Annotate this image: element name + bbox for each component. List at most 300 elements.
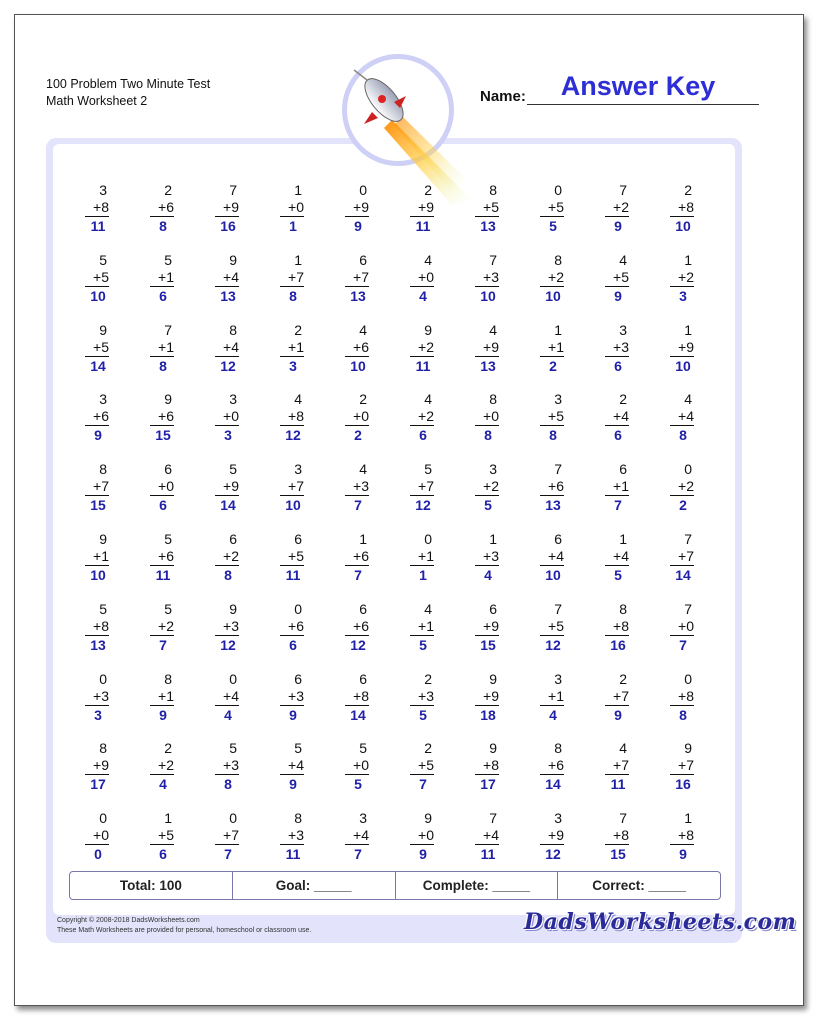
addend-top: 5 bbox=[99, 600, 107, 617]
problem-4-7 bbox=[475, 391, 511, 451]
answer-value: 11 bbox=[90, 218, 106, 234]
addend-top: 7 bbox=[489, 251, 497, 268]
answer-value: 16 bbox=[675, 776, 691, 793]
problem-5-5 bbox=[345, 461, 381, 521]
addend-bottom: +9 bbox=[215, 199, 239, 217]
addend-top: 2 bbox=[294, 321, 302, 338]
problem-4-6 bbox=[410, 391, 446, 451]
addend-top: 6 bbox=[554, 531, 562, 547]
answer-value: 6 bbox=[614, 427, 622, 444]
addend-top: 0 bbox=[99, 670, 107, 687]
addend-bottom: +6 bbox=[345, 339, 369, 357]
answer-value: 10 bbox=[545, 287, 561, 304]
answer-value: 9 bbox=[614, 287, 622, 304]
problem-2-6 bbox=[410, 252, 446, 312]
problem-9-10 bbox=[670, 740, 706, 800]
problem-6-2 bbox=[150, 531, 186, 591]
addend-top: 3 bbox=[489, 461, 497, 478]
answer-value: 12 bbox=[220, 636, 236, 653]
answer-value: 15 bbox=[480, 636, 496, 653]
addend-bottom: +4 bbox=[345, 827, 369, 845]
problem-7-8 bbox=[540, 601, 576, 661]
addend-top: 6 bbox=[164, 461, 172, 478]
problem-4-9 bbox=[605, 391, 641, 451]
answer-value: 9 bbox=[419, 846, 427, 863]
answer-value: 7 bbox=[354, 846, 362, 863]
answer-value: 3 bbox=[94, 706, 102, 723]
problem-7-1 bbox=[85, 601, 121, 661]
answer-value: 10 bbox=[285, 497, 301, 514]
answer-value: 8 bbox=[159, 357, 167, 374]
problem-8-5 bbox=[345, 671, 381, 731]
addend-bottom: +6 bbox=[345, 618, 369, 636]
addend-top: 6 bbox=[619, 461, 627, 478]
addend-bottom: +2 bbox=[670, 269, 694, 287]
problem-4-10 bbox=[670, 391, 706, 451]
problem-6-3 bbox=[215, 531, 251, 591]
answer-value: 4 bbox=[549, 706, 557, 723]
addend-bottom: +3 bbox=[605, 339, 629, 357]
answer-value: 17 bbox=[480, 776, 496, 793]
addend-bottom: +7 bbox=[345, 269, 369, 287]
addend-bottom: +0 bbox=[345, 757, 369, 775]
problem-9-2 bbox=[150, 740, 186, 800]
answer-value: 6 bbox=[159, 846, 167, 863]
answer-value: 9 bbox=[94, 427, 102, 444]
addend-bottom: +1 bbox=[150, 688, 174, 706]
addend-top: 8 bbox=[99, 461, 107, 478]
addend-top: 9 bbox=[424, 321, 432, 338]
addend-top: 5 bbox=[99, 251, 107, 268]
addend-bottom: +2 bbox=[410, 408, 434, 426]
addend-top: 5 bbox=[164, 600, 172, 617]
problem-4-3 bbox=[215, 391, 251, 451]
addend-bottom: +7 bbox=[605, 757, 629, 775]
answer-value: 10 bbox=[675, 357, 691, 374]
addend-top: 1 bbox=[619, 531, 627, 547]
addend-top: 3 bbox=[554, 670, 562, 687]
problem-9-7 bbox=[475, 740, 511, 800]
answer-value: 8 bbox=[224, 567, 232, 583]
addend-top: 7 bbox=[619, 182, 627, 198]
addend-bottom: +4 bbox=[215, 269, 239, 287]
addend-top: 8 bbox=[99, 740, 107, 757]
addend-bottom: +4 bbox=[605, 408, 629, 426]
problem-3-4 bbox=[280, 322, 316, 382]
problem-9-1 bbox=[85, 740, 121, 800]
problem-8-9 bbox=[605, 671, 641, 731]
addend-bottom: +8 bbox=[280, 408, 304, 426]
addend-top: 9 bbox=[229, 251, 237, 268]
addend-bottom: +7 bbox=[85, 478, 109, 496]
problem-2-9 bbox=[605, 252, 641, 312]
total-field: Total: 100 bbox=[70, 872, 233, 899]
problem-10-9 bbox=[605, 810, 641, 870]
addend-top: 7 bbox=[554, 600, 562, 617]
addend-bottom: +1 bbox=[605, 478, 629, 496]
addend-bottom: +9 bbox=[215, 478, 239, 496]
problem-8-6 bbox=[410, 671, 446, 731]
addend-bottom: +7 bbox=[280, 478, 304, 496]
addend-top: 8 bbox=[164, 670, 172, 687]
problem-8-3 bbox=[215, 671, 251, 731]
addend-bottom: +5 bbox=[280, 548, 304, 566]
problem-1-1 bbox=[85, 182, 121, 242]
answer-value: 14 bbox=[675, 567, 691, 583]
problem-1-2 bbox=[150, 182, 186, 242]
problem-8-10 bbox=[670, 671, 706, 731]
addend-bottom: +9 bbox=[410, 199, 434, 217]
addend-top: 2 bbox=[164, 740, 172, 757]
addend-top: 4 bbox=[359, 321, 367, 338]
answer-value: 7 bbox=[159, 636, 167, 653]
addend-top: 2 bbox=[424, 182, 432, 198]
problem-9-8 bbox=[540, 740, 576, 800]
addend-top: 2 bbox=[684, 182, 692, 198]
problem-7-7 bbox=[475, 601, 511, 661]
addend-top: 1 bbox=[294, 182, 302, 198]
answer-value: 9 bbox=[614, 218, 622, 234]
addend-bottom: +3 bbox=[475, 269, 499, 287]
problem-10-7 bbox=[475, 810, 511, 870]
problem-1-5 bbox=[345, 182, 381, 242]
addend-top: 6 bbox=[294, 670, 302, 687]
answer-value: 9 bbox=[679, 846, 687, 863]
answer-value: 18 bbox=[480, 706, 496, 723]
addend-bottom: +8 bbox=[670, 688, 694, 706]
addend-top: 4 bbox=[294, 391, 302, 408]
problem-1-7 bbox=[475, 182, 511, 242]
addend-top: 0 bbox=[359, 182, 367, 198]
addend-bottom: +9 bbox=[475, 688, 499, 706]
addend-bottom: +4 bbox=[605, 548, 629, 566]
addend-bottom: +9 bbox=[345, 199, 369, 217]
problem-grid bbox=[60, 168, 720, 863]
addend-top: 6 bbox=[294, 531, 302, 547]
problem-3-1 bbox=[85, 322, 121, 382]
addend-bottom: +3 bbox=[85, 688, 109, 706]
addend-bottom: +2 bbox=[540, 269, 564, 287]
addend-bottom: +5 bbox=[605, 269, 629, 287]
problem-6-8 bbox=[540, 531, 576, 591]
answer-value: 13 bbox=[480, 218, 496, 234]
addend-bottom: +1 bbox=[540, 339, 564, 357]
addend-top: 3 bbox=[619, 321, 627, 338]
problem-6-4 bbox=[280, 531, 316, 591]
answer-value: 11 bbox=[155, 567, 171, 583]
addend-top: 2 bbox=[424, 740, 432, 757]
addend-top: 6 bbox=[489, 600, 497, 617]
answer-value: 6 bbox=[419, 427, 427, 444]
addend-top: 9 bbox=[489, 740, 497, 757]
score-bar bbox=[69, 871, 721, 900]
answer-value: 4 bbox=[224, 706, 232, 723]
problem-8-4 bbox=[280, 671, 316, 731]
addend-bottom: +0 bbox=[475, 408, 499, 426]
problem-3-7 bbox=[475, 322, 511, 382]
addend-top: 0 bbox=[554, 182, 562, 198]
addend-bottom: +7 bbox=[280, 269, 304, 287]
addend-bottom: +7 bbox=[670, 757, 694, 775]
answer-value: 12 bbox=[350, 636, 366, 653]
addend-bottom: +2 bbox=[605, 199, 629, 217]
answer-value: 5 bbox=[549, 218, 557, 234]
title-line-1: 100 Problem Two Minute Test bbox=[46, 77, 211, 91]
problem-9-5 bbox=[345, 740, 381, 800]
problem-7-10 bbox=[670, 601, 706, 661]
addend-top: 4 bbox=[684, 391, 692, 408]
addend-bottom: +6 bbox=[345, 548, 369, 566]
addend-top: 0 bbox=[684, 461, 692, 478]
problem-3-6 bbox=[410, 322, 446, 382]
addend-bottom: +0 bbox=[215, 408, 239, 426]
addend-bottom: +2 bbox=[215, 548, 239, 566]
answer-value: 14 bbox=[90, 357, 106, 374]
addend-bottom: +0 bbox=[410, 269, 434, 287]
problem-2-3 bbox=[215, 252, 251, 312]
addend-bottom: +1 bbox=[540, 688, 564, 706]
problem-3-5 bbox=[345, 322, 381, 382]
problem-8-2 bbox=[150, 671, 186, 731]
addend-top: 7 bbox=[684, 600, 692, 617]
addend-top: 1 bbox=[684, 251, 692, 268]
answer-value: 6 bbox=[289, 636, 297, 653]
addend-top: 9 bbox=[424, 810, 432, 827]
problem-7-9 bbox=[605, 601, 641, 661]
addend-top: 7 bbox=[684, 531, 692, 547]
addend-top: 5 bbox=[294, 740, 302, 757]
addend-bottom: +9 bbox=[670, 339, 694, 357]
answer-value: 9 bbox=[354, 218, 362, 234]
answer-value: 14 bbox=[545, 776, 561, 793]
answer-value: 7 bbox=[614, 497, 622, 514]
answer-value: 11 bbox=[610, 776, 626, 793]
problem-1-3 bbox=[215, 182, 251, 242]
answer-value: 11 bbox=[285, 567, 301, 583]
problem-3-9 bbox=[605, 322, 641, 382]
problem-9-3 bbox=[215, 740, 251, 800]
addend-bottom: +4 bbox=[670, 408, 694, 426]
addend-top: 9 bbox=[99, 321, 107, 338]
problem-4-1 bbox=[85, 391, 121, 451]
answer-value: 9 bbox=[614, 706, 622, 723]
answer-value: 9 bbox=[159, 706, 167, 723]
addend-bottom: +5 bbox=[85, 339, 109, 357]
addend-top: 3 bbox=[229, 391, 237, 408]
problem-8-1 bbox=[85, 671, 121, 731]
problem-4-5 bbox=[345, 391, 381, 451]
problem-5-3 bbox=[215, 461, 251, 521]
problem-1-8 bbox=[540, 182, 576, 242]
problem-4-2 bbox=[150, 391, 186, 451]
problem-1-10 bbox=[670, 182, 706, 242]
answer-value: 7 bbox=[354, 567, 362, 583]
addend-top: 7 bbox=[554, 461, 562, 478]
addend-bottom: +2 bbox=[150, 757, 174, 775]
answer-value: 1 bbox=[419, 567, 427, 583]
problem-6-9 bbox=[605, 531, 641, 591]
addend-bottom: +0 bbox=[85, 827, 109, 845]
answer-value: 17 bbox=[90, 776, 106, 793]
answer-value: 7 bbox=[419, 776, 427, 793]
addend-bottom: +7 bbox=[410, 478, 434, 496]
addend-top: 2 bbox=[359, 391, 367, 408]
answer-value: 6 bbox=[159, 497, 167, 514]
answer-key-label: Answer Key bbox=[560, 71, 716, 101]
addend-top: 1 bbox=[554, 321, 562, 338]
answer-value: 2 bbox=[354, 427, 362, 444]
addend-top: 4 bbox=[359, 461, 367, 478]
problem-5-2 bbox=[150, 461, 186, 521]
addend-top: 5 bbox=[229, 461, 237, 478]
addend-top: 8 bbox=[489, 391, 497, 408]
addend-bottom: +8 bbox=[475, 757, 499, 775]
addend-bottom: +3 bbox=[280, 688, 304, 706]
copyright-notice bbox=[57, 916, 311, 936]
answer-value: 5 bbox=[614, 567, 622, 583]
addend-bottom: +9 bbox=[85, 757, 109, 775]
addend-top: 2 bbox=[619, 670, 627, 687]
addend-top: 3 bbox=[294, 461, 302, 478]
problem-10-3 bbox=[215, 810, 251, 870]
problem-7-2 bbox=[150, 601, 186, 661]
problem-8-7 bbox=[475, 671, 511, 731]
addend-top: 4 bbox=[424, 391, 432, 408]
problem-5-9 bbox=[605, 461, 641, 521]
answer-value: 5 bbox=[484, 497, 492, 514]
addend-bottom: +7 bbox=[605, 688, 629, 706]
answer-value: 7 bbox=[354, 497, 362, 514]
addend-bottom: +3 bbox=[280, 827, 304, 845]
addend-bottom: +0 bbox=[150, 478, 174, 496]
problem-2-10 bbox=[670, 252, 706, 312]
problem-10-4 bbox=[280, 810, 316, 870]
addend-top: 0 bbox=[424, 531, 432, 547]
problem-5-7 bbox=[475, 461, 511, 521]
addend-top: 1 bbox=[359, 531, 367, 547]
addend-bottom: +3 bbox=[215, 757, 239, 775]
addend-bottom: +5 bbox=[410, 757, 434, 775]
problem-3-10 bbox=[670, 322, 706, 382]
worksheet-title bbox=[46, 76, 210, 110]
goal-field[interactable]: Goal: _____ bbox=[233, 872, 396, 899]
answer-value: 9 bbox=[289, 706, 297, 723]
answer-value: 5 bbox=[419, 706, 427, 723]
addend-bottom: +2 bbox=[475, 478, 499, 496]
addend-top: 8 bbox=[489, 182, 497, 198]
addend-top: 5 bbox=[164, 531, 172, 547]
answer-value: 1 bbox=[289, 218, 297, 234]
problem-1-9 bbox=[605, 182, 641, 242]
problem-6-10 bbox=[670, 531, 706, 591]
addend-top: 9 bbox=[229, 600, 237, 617]
problem-5-8 bbox=[540, 461, 576, 521]
problem-5-10 bbox=[670, 461, 706, 521]
addend-bottom: +7 bbox=[215, 827, 239, 845]
addend-bottom: +8 bbox=[345, 688, 369, 706]
addend-bottom: +3 bbox=[345, 478, 369, 496]
answer-value: 6 bbox=[614, 357, 622, 374]
addend-top: 4 bbox=[424, 251, 432, 268]
problem-5-6 bbox=[410, 461, 446, 521]
problem-9-6 bbox=[410, 740, 446, 800]
answer-value: 5 bbox=[419, 636, 427, 653]
addend-bottom: +5 bbox=[540, 408, 564, 426]
addend-top: 6 bbox=[359, 670, 367, 687]
addend-top: 0 bbox=[684, 670, 692, 687]
problem-2-2 bbox=[150, 252, 186, 312]
answer-value: 5 bbox=[354, 776, 362, 793]
addend-top: 8 bbox=[294, 810, 302, 827]
addend-bottom: +5 bbox=[150, 827, 174, 845]
addend-bottom: +0 bbox=[345, 408, 369, 426]
addend-top: 8 bbox=[619, 600, 627, 617]
addend-top: 9 bbox=[164, 391, 172, 408]
problem-10-5 bbox=[345, 810, 381, 870]
addend-top: 1 bbox=[684, 321, 692, 338]
addend-top: 3 bbox=[99, 391, 107, 408]
name-label: Name: bbox=[480, 88, 526, 105]
problem-4-8 bbox=[540, 391, 576, 451]
addend-top: 7 bbox=[229, 182, 237, 198]
problem-7-5 bbox=[345, 601, 381, 661]
addend-top: 2 bbox=[164, 182, 172, 198]
answer-value: 7 bbox=[224, 846, 232, 863]
problem-7-6 bbox=[410, 601, 446, 661]
problem-6-7 bbox=[475, 531, 511, 591]
problem-10-2 bbox=[150, 810, 186, 870]
problem-8-8 bbox=[540, 671, 576, 731]
addend-top: 3 bbox=[554, 391, 562, 408]
answer-value: 7 bbox=[679, 636, 687, 653]
problem-5-4 bbox=[280, 461, 316, 521]
addend-bottom: +1 bbox=[280, 339, 304, 357]
addend-top: 2 bbox=[619, 391, 627, 408]
complete-field[interactable]: Complete: _____ bbox=[396, 872, 559, 899]
addend-bottom: +8 bbox=[670, 827, 694, 845]
answer-value: 8 bbox=[224, 776, 232, 793]
answer-value: 10 bbox=[350, 357, 366, 374]
addend-top: 6 bbox=[229, 531, 237, 547]
answer-value: 3 bbox=[224, 427, 232, 444]
addend-bottom: +9 bbox=[475, 618, 499, 636]
addend-top: 4 bbox=[619, 251, 627, 268]
problem-6-6 bbox=[410, 531, 446, 591]
addend-bottom: +8 bbox=[670, 199, 694, 217]
addend-top: 2 bbox=[424, 670, 432, 687]
correct-field[interactable]: Correct: _____ bbox=[592, 878, 687, 893]
addend-top: 3 bbox=[99, 182, 107, 198]
addend-bottom: +8 bbox=[605, 827, 629, 845]
answer-value: 2 bbox=[679, 497, 687, 514]
problem-6-1 bbox=[85, 531, 121, 591]
addend-bottom: +5 bbox=[85, 269, 109, 287]
addend-top: 0 bbox=[229, 670, 237, 687]
answer-value: 13 bbox=[350, 287, 366, 304]
answer-value: 13 bbox=[480, 357, 496, 374]
addend-bottom: +4 bbox=[215, 339, 239, 357]
addend-top: 7 bbox=[619, 810, 627, 827]
answer-value: 11 bbox=[480, 846, 496, 863]
addend-top: 0 bbox=[99, 810, 107, 827]
answer-value: 14 bbox=[220, 497, 236, 514]
addend-bottom: +0 bbox=[410, 827, 434, 845]
problem-2-7 bbox=[475, 252, 511, 312]
addend-top: 5 bbox=[424, 461, 432, 478]
addend-bottom: +2 bbox=[410, 339, 434, 357]
addend-bottom: +5 bbox=[475, 199, 499, 217]
answer-value: 8 bbox=[289, 287, 297, 304]
